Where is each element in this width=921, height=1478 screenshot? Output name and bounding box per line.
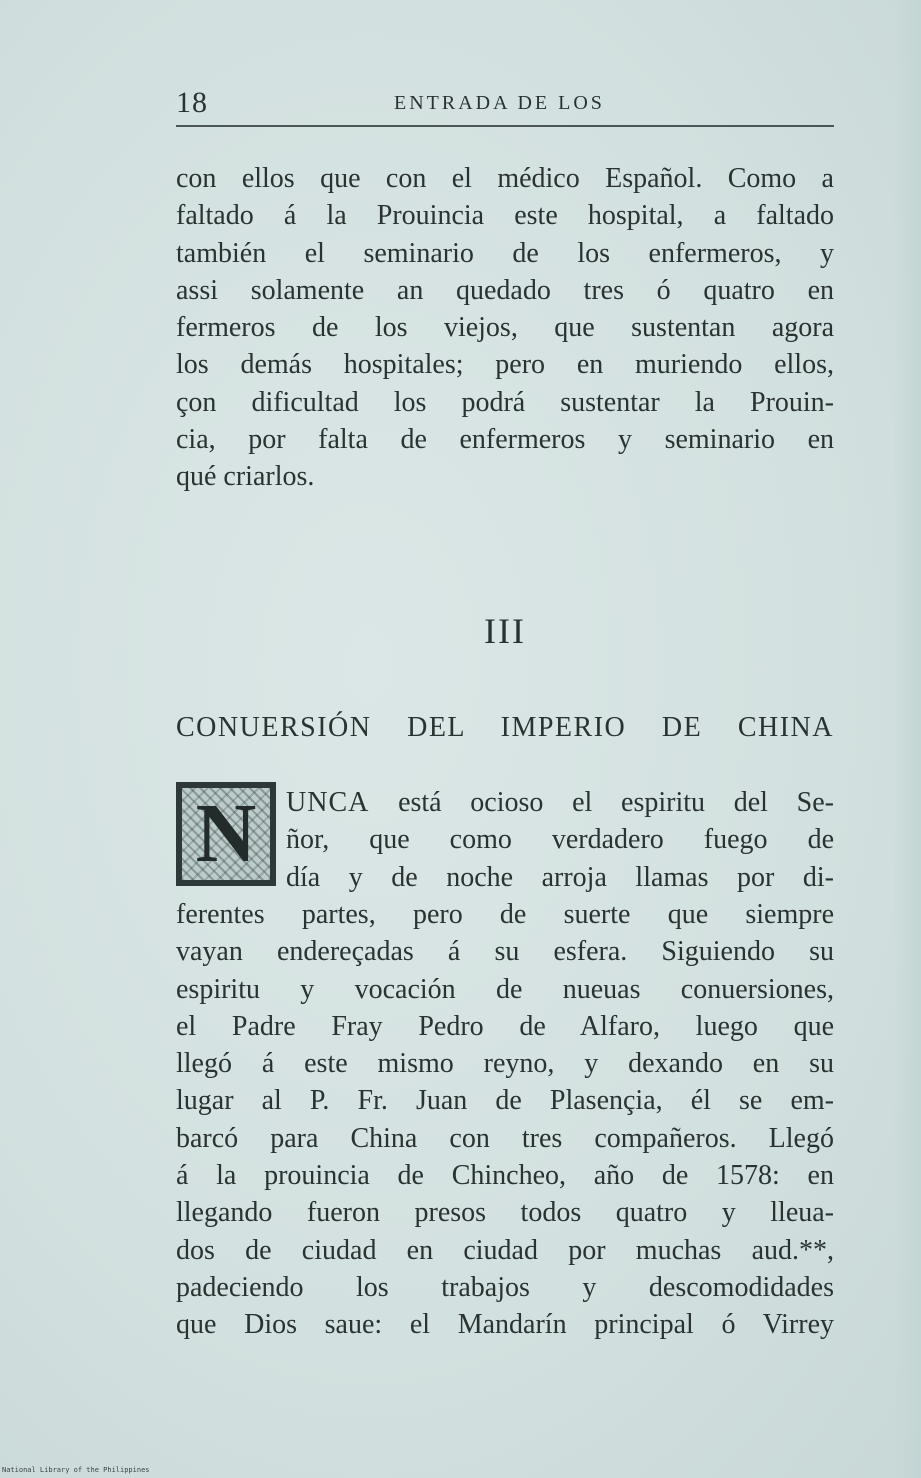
page-edge-shadow xyxy=(893,0,921,1478)
text-line: qué criarlos. xyxy=(176,461,315,493)
paragraph-2-opening xyxy=(286,784,834,896)
text-line: á la prouincia de Chincheo, año de 1578: en xyxy=(176,1160,834,1192)
text-line: dos de ciudad en ciudad por muchas aud.**, xyxy=(176,1234,834,1266)
page-header xyxy=(176,86,834,122)
header-rule xyxy=(176,125,834,127)
text-line: llegó á este mismo reyno, y dexando en su xyxy=(176,1048,834,1080)
text-line: que Dios saue: el Mandarín principal ó Virrey xyxy=(176,1309,834,1341)
text-line: el Padre Fray Pedro de Alfaro, luego que xyxy=(176,1010,834,1042)
text-line: barcó para China con tres compañeros. Llegó xyxy=(176,1122,834,1154)
page-number: 18 xyxy=(176,86,208,119)
running-head: ENTRADA DE LOS xyxy=(394,92,605,114)
text-line: fermeros de los viejos, que sustentan agora xyxy=(176,312,834,344)
drop-cap-letter: N xyxy=(195,787,257,880)
text-line: espiritu y vocación de nueuas conuersiones, xyxy=(176,973,834,1005)
text-line: çon dificultad los podrá sustentar la Prouin- xyxy=(176,386,834,418)
text-line xyxy=(286,784,834,821)
text-line: vayan endereçadas á su esfera. Siguiendo su xyxy=(176,936,834,968)
drop-cap-ornament xyxy=(176,782,276,886)
text-line: día y de noche arroja llamas por di- xyxy=(286,861,834,893)
section-title: CONUERSIÓN DEL IMPERIO DE CHINA xyxy=(176,712,834,743)
text-line-content: está ocioso el espiritu del Se- xyxy=(398,787,835,818)
text-line: padeciendo los trabajos y descomodidades xyxy=(176,1271,834,1303)
scan-credit: National Library of the Philippines xyxy=(2,1466,150,1474)
paragraph-1 xyxy=(176,160,834,496)
section-number: III xyxy=(484,611,526,651)
text-line: también el seminario de los enfermeros, y xyxy=(176,237,834,269)
text-line: con ellos que con el médico Español. Como a xyxy=(176,163,834,194)
text-line: cia, por falta de enfermeros y seminario en xyxy=(176,424,834,456)
text-line: ferentes partes, pero de suerte que siempre xyxy=(176,899,834,930)
paragraph-2-body xyxy=(176,896,834,1344)
text-line: faltado á la Prouincia este hospital, a faltado xyxy=(176,200,834,232)
text-line: assi solamente an quedado tres ó quatro en xyxy=(176,274,834,306)
text-line: llegando fueron presos todos quatro y lleua- xyxy=(176,1197,834,1229)
first-word-smallcaps: UNCA xyxy=(286,787,370,818)
text-line: ñor, que como verdadero fuego de xyxy=(286,824,834,856)
text-line: los demás hospitales; pero en muriendo ellos, xyxy=(176,349,834,381)
text-line: lugar al P. Fr. Juan de Plasençia, él se em- xyxy=(176,1085,834,1117)
drop-cap-frame xyxy=(182,788,270,880)
